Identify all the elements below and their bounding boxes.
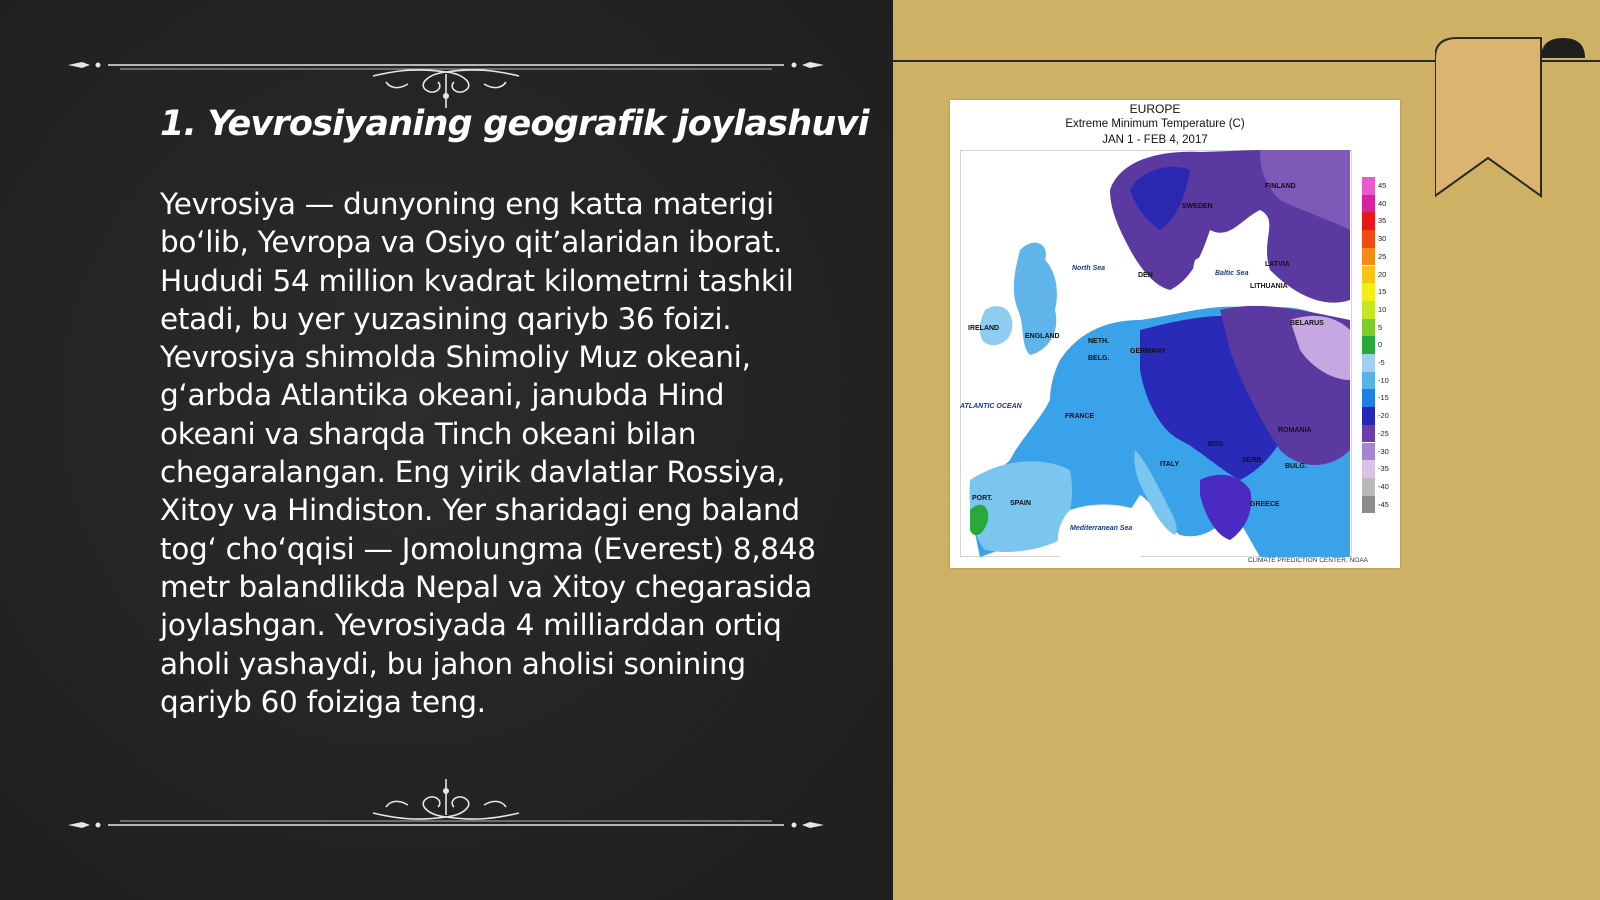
label-romania: ROMANIA	[1278, 427, 1312, 434]
label-bulg: BULG.	[1285, 463, 1307, 470]
legend-swatch	[1362, 177, 1375, 195]
legend-swatch	[1362, 443, 1375, 461]
legend-label: -35	[1378, 464, 1389, 474]
temperature-legend	[1362, 177, 1402, 532]
legend-swatch	[1362, 212, 1375, 230]
ornamental-divider-bottom	[68, 775, 824, 835]
label-neth: NETH.	[1088, 338, 1109, 345]
label-greece: GREECE	[1250, 501, 1280, 508]
label-bos: BOS.	[1208, 441, 1226, 448]
legend-label: 35	[1378, 216, 1387, 226]
legend-label: -10	[1378, 375, 1389, 385]
legend-label: 25	[1378, 251, 1387, 261]
label-finland: FINLAND	[1265, 183, 1296, 190]
label-italy: ITALY	[1160, 461, 1180, 468]
legend-swatch	[1362, 478, 1375, 496]
legend-label: -20	[1378, 411, 1389, 421]
body-line: aholi yashaydi, bu jahon aholisi sonining	[160, 646, 746, 681]
legend-swatch	[1362, 283, 1375, 301]
legend-swatch	[1362, 460, 1375, 478]
label-den: DEN	[1138, 272, 1153, 279]
body-line: okeani va sharqda Tinch okeani bilan	[160, 416, 697, 451]
label-baltic-sea: Baltic Sea	[1215, 270, 1249, 277]
body-line: etadi, bu yer yuzasining qariyb 36 foizi.	[160, 301, 732, 336]
body-line: metr balandlikda Nepal va Xitoy chegarasida	[160, 569, 813, 604]
legend-label: 30	[1378, 234, 1387, 244]
legend-swatch	[1362, 266, 1375, 284]
label-atlantic-ocean: ATLANTIC OCEAN	[960, 403, 1022, 410]
legend-label: 20	[1378, 269, 1387, 279]
label-north-sea: North Sea	[1072, 265, 1106, 272]
legend-swatch	[1362, 407, 1375, 425]
legend-swatch	[1362, 425, 1375, 443]
map-graphic	[960, 150, 1352, 557]
legend-swatch	[1362, 248, 1375, 266]
legend-label: -30	[1378, 446, 1389, 456]
label-sweden: SWEDEN	[1182, 203, 1213, 210]
label-latvia: LATVIA	[1265, 261, 1290, 268]
legend-swatch	[1362, 319, 1375, 337]
label-port: PORT.	[972, 495, 993, 502]
label-england: ENGLAND	[1025, 333, 1060, 340]
label-france: FRANCE	[1065, 413, 1095, 420]
label-germany: GERMANY	[1130, 348, 1166, 355]
body-line: joylashgan. Yevrosiyada 4 milliarddan ortiq	[160, 608, 782, 643]
legend-swatch	[1362, 372, 1375, 390]
map-subtitle: Extreme Minimum Temperature (C)	[1065, 118, 1245, 130]
body-line: Xitoy va Hindiston. Yer sharidagi eng baland	[160, 493, 800, 528]
europe-temperature-map	[950, 100, 1400, 568]
legend-swatch	[1362, 354, 1375, 372]
label-belg: BELG.	[1088, 355, 1110, 362]
legend-swatch	[1362, 301, 1375, 319]
bookmark-ribbon	[1435, 36, 1595, 201]
body-line: Yevrosiya shimolda Shimoliy Muz okeani,	[160, 340, 751, 375]
legend-label: 10	[1378, 304, 1387, 314]
body-line: chegaralangan. Eng yirik davlatlar Rossiya,	[160, 455, 786, 490]
legend-label: 40	[1378, 198, 1387, 208]
label-mediterranean-sea: Mediterranean Sea	[1070, 525, 1133, 532]
legend-label: -45	[1378, 499, 1389, 509]
label-ireland: IRELAND	[968, 325, 1000, 332]
legend-label: -25	[1378, 428, 1389, 438]
legend-label: 15	[1378, 287, 1387, 297]
map-credit: CLIMATE PREDICTION CENTER, NOAA	[1247, 557, 1368, 564]
slide-body-text	[160, 185, 840, 721]
label-serb: SERB.	[1242, 457, 1264, 464]
legend-swatch	[1362, 389, 1375, 407]
label-belarus: BELARUS	[1290, 320, 1324, 327]
legend-swatch	[1362, 336, 1375, 354]
body-line: g‘arbda Atlantika okeani, janubda Hind	[160, 378, 725, 413]
label-lithuania: LITHUANIA	[1250, 283, 1288, 290]
body-line: bo‘lib, Yevropa va Osiyo qit’alaridan iborat.	[160, 225, 783, 260]
slide-title: 1. Yevrosiyaning geografik joylashuvi	[160, 104, 869, 144]
body-line: Hududi 54 million kvadrat kilometrni tashkil	[160, 263, 794, 298]
legend-label: -40	[1378, 481, 1389, 491]
legend-label: 45	[1378, 181, 1387, 190]
body-line: Yevrosiya — dunyoning eng katta materigi	[160, 187, 774, 221]
legend-label: -5	[1378, 358, 1385, 367]
legend-label: 0	[1378, 340, 1383, 350]
map-date-range: JAN 1 - FEB 4, 2017	[1102, 134, 1208, 146]
legend-label: 5	[1378, 322, 1383, 332]
body-line: qariyb 60 foiziga teng.	[160, 684, 486, 719]
legend-swatch	[1362, 496, 1375, 514]
legend-swatch	[1362, 195, 1375, 213]
map-title: EUROPE	[1129, 102, 1181, 116]
ornamental-divider-top	[68, 50, 824, 110]
legend-label: -15	[1378, 393, 1389, 403]
body-line: tog‘ cho‘qqisi — Jomolungma (Everest) 8,848	[160, 531, 816, 566]
label-spain: SPAIN	[1010, 500, 1031, 507]
legend-swatch	[1362, 230, 1375, 248]
